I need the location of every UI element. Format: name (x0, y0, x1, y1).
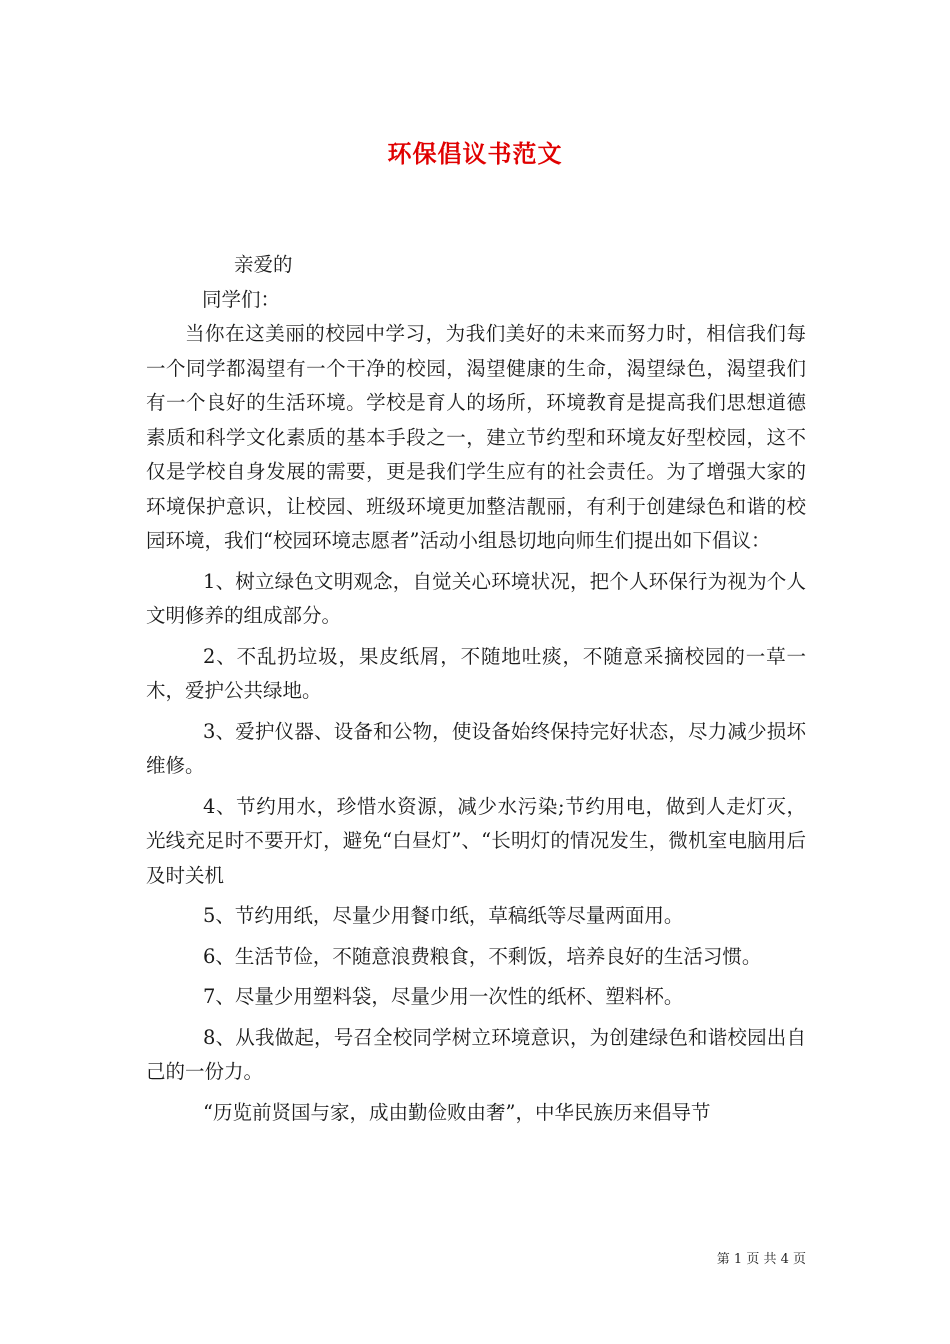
proposal-item: 7、尽量少用塑料袋，尽量少用一次性的纸杯、塑料杯。 (203, 985, 684, 1008)
proposal-item: 6、生活节俭，不随意浪费粮食，不剩饭，培养良好的生活习惯。 (203, 944, 762, 968)
salutation-line-2: 同学们： (202, 287, 281, 311)
proposal-item: 5、节约用纸，尽量少用餐巾纸，草稿纸等尽量两面用。 (203, 904, 684, 927)
intro-paragraph: 当你在这美丽的校园中学习，为我们美好的未来而努力时，相信我们每一个同学都渴望有一个干净的校园，渴望健康的生命，渴望绿色，渴望我们有一个良好的生活环境。学校是育人的场所，环境教育是提高我们思想道德素质和科学文化素质的基本手段之一，建立节约型和环境友好型校园，这不仅是学校自身发展的需要，更是我们学生应有的社会责任。为了增强大家的环境保护意识，让校园、班级环境更加整洁靓丽，有利于创建绿色和谐的校园环境，我们“校园环境志愿者”活动小组恳切地向师生们提出如下倡议： (146, 322, 806, 552)
document-title: 环保倡议书范文 (387, 139, 563, 168)
proposal-item: 2、不乱扔垃圾，果皮纸屑，不随地吐痰，不随意采摘校园的一草一木，爱护公共绿地。 (146, 644, 806, 702)
proposal-item: 1、树立绿色文明观念，自觉关心环境状况，把个人环保行为视为个人文明修养的组成部分。 (146, 569, 806, 627)
page-number: 第 1 页 共 4 页 (716, 1252, 806, 1267)
proposal-item: 3、爱护仪器、设备和公物，使设备始终保持完好状态，尽力减少损坏维修。 (146, 719, 806, 777)
document-body (146, 248, 806, 1130)
salutation-line-1: 亲爱的 (234, 253, 293, 276)
proposal-item: 8、从我做起，号召全校同学树立环境意识，为创建绿色和谐校园出自己的一份力。 (146, 1025, 806, 1083)
closing-paragraph: “历览前贤国与家，成由勤俭败由奢”，中华民族历来倡导节 (203, 1100, 711, 1124)
proposal-item: 4、节约用水，珍惜水资源，减少水污染;节约用电，做到人走灯灭，光线充足时不要开灯，避免“白昼灯”、“长明灯的情况发生，微机室电脑用后及时关机 (146, 794, 806, 887)
